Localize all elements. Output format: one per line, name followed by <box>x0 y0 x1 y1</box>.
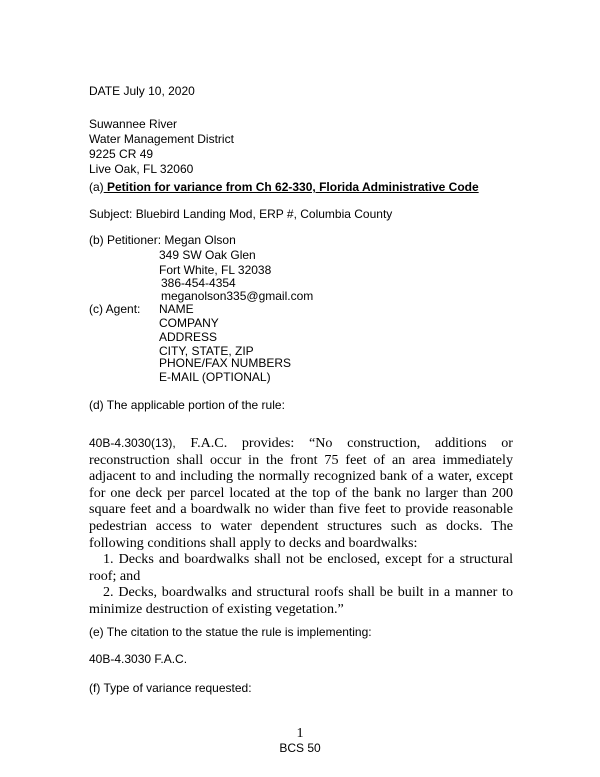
section-f-heading: (f) Type of variance requested: <box>89 681 252 695</box>
agent-line: CITY, STATE, ZIP <box>159 344 254 358</box>
petitioner-name: Megan Olson <box>164 233 236 247</box>
recipient-line: Live Oak, FL 32060 <box>89 162 194 176</box>
rule-text <box>89 435 513 618</box>
petitioner-address1: 349 SW Oak Glen <box>159 248 256 262</box>
agent-line: E-MAIL (OPTIONAL) <box>159 370 271 384</box>
petitioner-phone: 386-454-4354 <box>161 276 236 290</box>
petition-title: Petition for variance from Ch 62-330, Florida Administrative Code <box>103 180 479 194</box>
agent-line: NAME <box>159 302 194 316</box>
agent-line: ADDRESS <box>159 330 218 344</box>
agent-line: COMPANY <box>159 316 219 330</box>
rule-citation: 40B-4.3030(13), <box>89 436 176 450</box>
section-d-heading: (d) The applicable portion of the rule: <box>89 398 285 412</box>
subject-line: Subject: Bluebird Landing Mod, ERP #, Columbia County <box>89 207 393 221</box>
petitioner-line <box>89 233 236 248</box>
rule-intro: F.A.C. provides: “No construction, additions or reconstruction shall occur in the front 75 feet of an area immediately adjacent to and including the normally recognized bank of a water, except for one deck per parcel located at the top of the bank no larger than 200 square feet and a boardwalk no wider than five feet to provide reasonable pedestrian access to water dependent structures such as docks. The following conditions shall apply to decks and boardwalks: <box>89 435 513 551</box>
petitioner-label: (b) Petitioner: <box>89 233 162 247</box>
page-number: 1 <box>296 725 304 741</box>
rule-paragraph <box>89 435 513 551</box>
recipient-line: Suwannee River <box>89 117 178 131</box>
rule-item-1: 1. Decks and boardwalks shall not be enclosed, except for a structural roof; and <box>89 551 513 584</box>
petitioner-email: meganolson335@gmail.com <box>161 289 314 303</box>
recipient-line: 9225 CR 49 <box>89 147 154 161</box>
date-line: DATE July 10, 2020 <box>89 84 195 98</box>
petition-heading <box>89 180 479 195</box>
heading-prefix: (a) <box>89 180 104 194</box>
agent-line: PHONE/FAX NUMBERS <box>159 356 292 370</box>
statute-citation: 40B-4.3030 F.A.C. <box>89 652 188 666</box>
petitioner-address2: Fort White, FL 32038 <box>159 263 272 277</box>
rule-item-2: 2. Decks, boardwalks and structural roofs shall be built in a manner to minimize destruction of existing vegetation.” <box>89 584 513 617</box>
recipient-line: Water Management District <box>89 132 234 146</box>
agent-label: (c) Agent: <box>89 302 141 316</box>
section-e-heading: (e) The citation to the statue the rule is implementing: <box>89 625 372 639</box>
document-code: BCS 50 <box>279 741 321 755</box>
